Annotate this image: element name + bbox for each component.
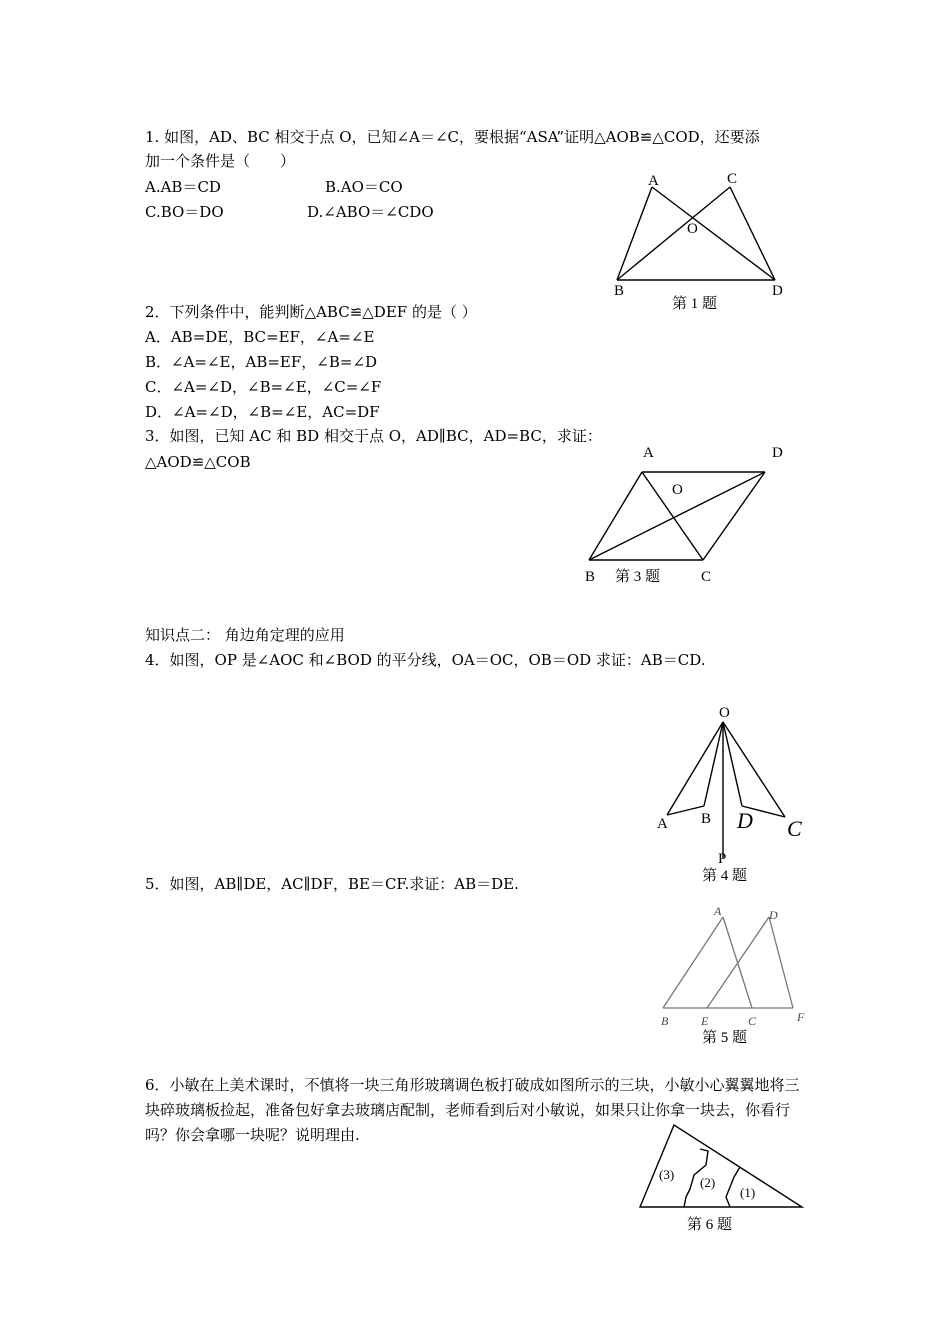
q3-label-c: C xyxy=(701,569,712,585)
q4-label-d: D xyxy=(737,808,753,833)
q1-option-d: D.∠ABO＝∠CDO xyxy=(307,203,434,221)
q1-option-b: B.AO＝CO xyxy=(325,178,403,196)
q2-option-a: A．AB=DE，BC=EF，∠A=∠E xyxy=(145,328,375,346)
q3-label-d: D xyxy=(772,445,783,461)
q1-option-a: A.AB＝CD xyxy=(145,178,221,196)
q6-piece-2: (2) xyxy=(700,1175,716,1190)
q4-label-c: C xyxy=(787,816,802,841)
q2-stem: 2．下列条件中，能判断△ABC≌△DEF 的是（ ） xyxy=(145,303,477,321)
q4-label-b: B xyxy=(701,811,712,827)
q6-piece-1: (1) xyxy=(740,1185,756,1200)
q1-label-a: A xyxy=(648,173,659,189)
q1-figure xyxy=(600,165,800,315)
q3-label-o: O xyxy=(672,482,683,498)
q6-stem: 6．小敏在上美术课时，不慎将一块三角形玻璃调色板打破成如图所示的三块，小敏小心翼翼地将三块碎玻璃板捡起，准备包好拿去玻璃店配制，老师看到后对小敏说，如果只让你拿一块去，你看行吗？你会拿哪一块呢？说明理由. xyxy=(145,1076,800,1144)
q3-stem-line1: 3．如图，已知 AC 和 BD 相交于点 O，AD∥BC，AD=BC，求证： xyxy=(145,427,602,445)
q4-label-a: A xyxy=(657,816,668,832)
q3-caption: 第 3 题 xyxy=(615,569,661,585)
q1-label-o: O xyxy=(687,221,698,237)
q5-label-b: B xyxy=(661,1014,669,1028)
q3-figure xyxy=(575,438,800,588)
q5-line-ab xyxy=(663,917,723,1008)
q5-caption: 第 5 题 xyxy=(702,1030,748,1046)
q3-label-a: A xyxy=(643,445,654,461)
q6-crack-right xyxy=(726,1167,740,1207)
q3-line-dc xyxy=(703,472,765,560)
q6-figure xyxy=(630,1115,815,1240)
q4-figure xyxy=(645,700,815,890)
q4-caption: 第 4 题 xyxy=(702,868,748,884)
q3-stem-line2: △AOD≌△COB xyxy=(145,453,251,471)
q3-label-b: B xyxy=(585,569,596,585)
q4-stem: 4．如图，OP 是∠AOC 和∠BOD 的平分线，OA＝OC，OB＝OD 求证：AB＝CD. xyxy=(145,651,706,669)
q1-caption: 第 1 题 xyxy=(672,296,718,312)
q1-option-c: C.BO＝DO xyxy=(145,203,224,221)
q4-line-oc xyxy=(723,722,785,817)
q6-triangle xyxy=(640,1125,802,1207)
q1-stem-line1: 1. 如图，AD、BC 相交于点 O，已知∠A＝∠C，要根据“ASA”证明△AOB≌△COD，还要添 xyxy=(145,128,760,146)
q1-label-c: C xyxy=(727,171,738,187)
q1-stem-line2: 加一个条件是（ ） xyxy=(145,152,296,170)
q1-label-b: B xyxy=(614,283,625,299)
q4-line-ab xyxy=(667,806,704,815)
q4-line-od xyxy=(723,722,742,806)
q5-label-e: E xyxy=(701,1014,709,1028)
q2-option-c: C．∠A=∠D，∠B=∠E，∠C=∠F xyxy=(145,378,382,396)
q4-label-o: O xyxy=(719,705,730,721)
q5-figure xyxy=(655,900,820,1050)
q4-line-oa xyxy=(667,722,723,815)
q5-label-a: A xyxy=(714,904,722,918)
q2-option-d: D．∠A=∠D，∠B=∠E，AC=DF xyxy=(145,403,380,421)
q1-label-d: D xyxy=(772,283,783,299)
q5-line-df xyxy=(769,917,793,1008)
section2-heading: 知识点二： 角边角定理的应用 xyxy=(145,626,345,644)
q4-label-p: P xyxy=(718,851,727,867)
q5-label-d: D xyxy=(769,908,778,922)
q5-label-f: F xyxy=(797,1010,805,1024)
q5-stem: 5．如图，AB∥DE，AC∥DF，BE＝CF.求证：AB＝DE. xyxy=(145,875,519,893)
q2-option-b: B．∠A=∠E，AB=EF，∠B=∠D xyxy=(145,353,378,371)
q1-line-cd xyxy=(730,187,775,280)
q6-piece-3: (3) xyxy=(659,1167,675,1182)
q6-caption: 第 6 题 xyxy=(687,1217,733,1233)
q5-label-c: C xyxy=(748,1014,757,1028)
q4-line-ob xyxy=(704,722,723,806)
q5-line-de xyxy=(707,917,769,1008)
